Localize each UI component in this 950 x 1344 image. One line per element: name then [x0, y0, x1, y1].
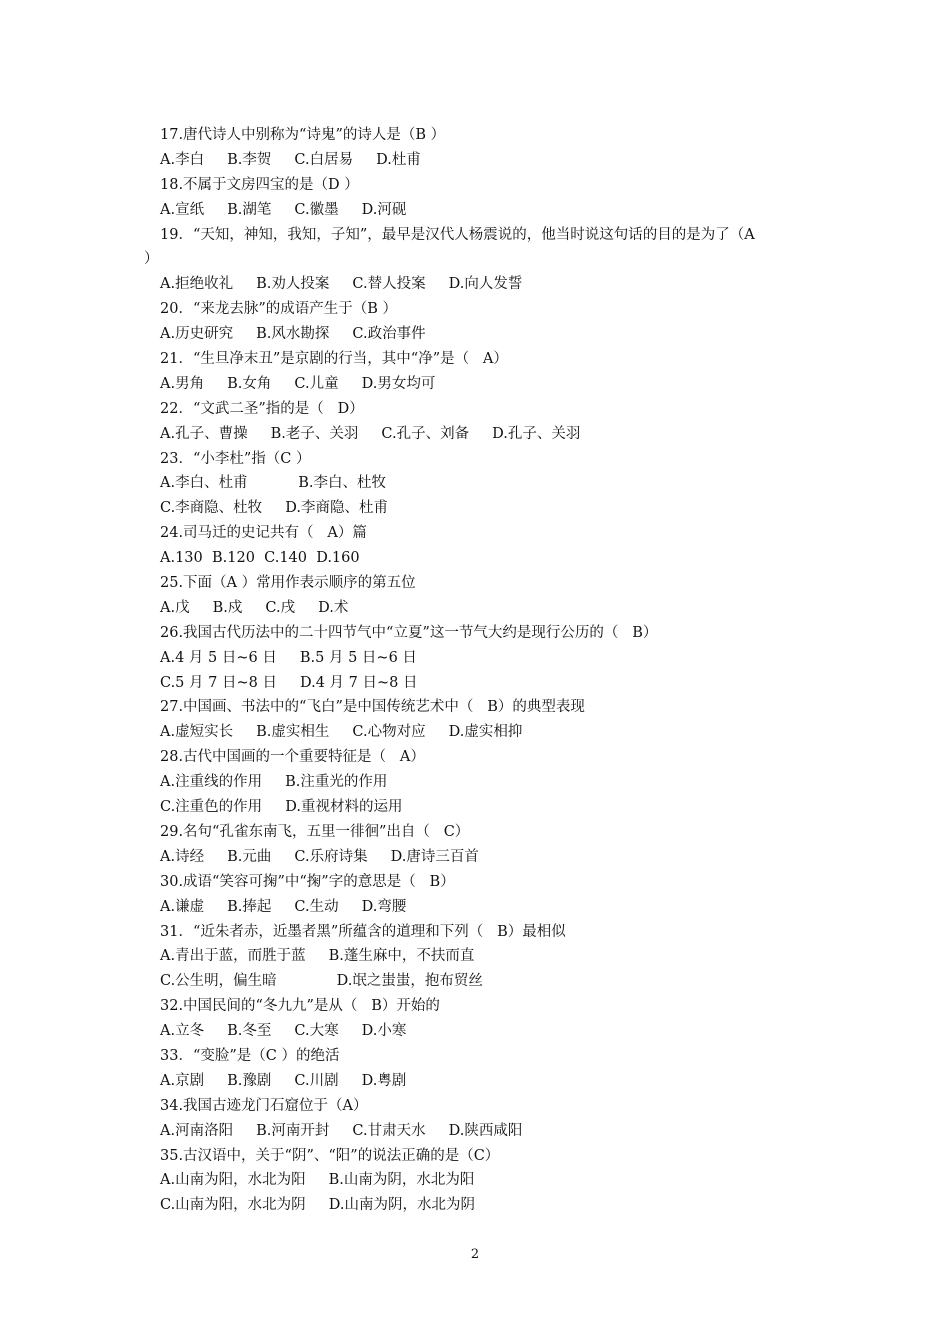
question-29: 29.名句“孔雀东南飞，五里一徘徊”出自（ C） — [160, 823, 470, 840]
options-22: A.孔子、曹操 B.老子、关羽 C.孔子、刘备 D.孔子、关羽 — [160, 425, 581, 442]
question-22: 22．“文武二圣”指的是（ D） — [160, 400, 364, 417]
options-21: A.男角 B.女角 C.儿童 D.男女均可 — [160, 375, 436, 392]
question-list — [144, 123, 810, 1218]
question-21: 21．“生旦净末丑”是京剧的行当，其中“净”是（ A） — [160, 351, 508, 368]
options-17: A.李白 B.李贺 C.白居易 D.杜甫 — [160, 151, 421, 168]
options-23-a-b: A.李白、杜甫 B.李白、杜牧 — [160, 475, 387, 492]
options-35-c-d: C.山南为阳，水北为阴 D.山南为阴，水北为阴 — [160, 1197, 475, 1214]
options-28-a-b: A.注重线的作用 B.注重光的作用 — [160, 774, 388, 791]
options-30: A.谦虚 B.捧起 C.生动 D.弯腰 — [160, 898, 407, 915]
question-32: 32.中国民间的“冬九九”是从（ B）开始的 — [160, 998, 440, 1015]
page-number: 2 — [470, 1247, 480, 1262]
question-18: 18.不属于文房四宝的是（D ） — [160, 176, 359, 193]
question-34: 34.我国古迹龙门石窟位于（A） — [160, 1097, 368, 1114]
options-27: A.虚短实长 B.虚实相生 C.心物对应 D.虚实相抑 — [160, 724, 523, 741]
options-33: A.京剧 B.豫剧 C.川剧 D.粤剧 — [160, 1072, 407, 1089]
question-24: 24.司马迁的史记共有（ A）篇 — [160, 525, 367, 542]
options-19: A.拒绝收礼 B.劝人投案 C.替人投案 D.向人发誓 — [160, 276, 523, 293]
options-25: A.戊 B.戍 C.戌 D.术 — [160, 599, 349, 616]
question-31: 31．“近朱者赤，近墨者黑”所蕴含的道理和下列（ B）最相似 — [160, 923, 566, 940]
question-20: 20．“来龙去脉”的成语产生于（B ） — [160, 301, 398, 318]
question-19: 19．“天知，神知，我知，子知”，最早是汉代人杨震说的，他当时说这句话的目的是为了（A — [160, 226, 755, 243]
options-34: A.河南洛阳 B.河南开封 C.甘肃天水 D.陕西咸阳 — [160, 1122, 523, 1139]
question-25: 25.下面（A ）常用作表示顺序的第五位 — [160, 575, 416, 592]
options-18: A.宣纸 B.湖笔 C.徽墨 D.河砚 — [160, 201, 407, 218]
question-28: 28.古代中国画的一个重要特征是（ A） — [160, 749, 425, 766]
options-23-c-d: C.李商隐、杜牧 D.李商隐、杜甫 — [160, 500, 388, 517]
options-32: A.立冬 B.冬至 C.大寒 D.小寒 — [160, 1023, 407, 1040]
question-33: 33．“变脸”是（C ）的绝活 — [160, 1047, 340, 1064]
question-30: 30.成语“笑容可掬”中“掬”字的意思是（ B） — [160, 873, 455, 890]
question-19-continued: ） — [144, 251, 159, 268]
options-26-c-d: C.5 月 7 日~8 日 D.4 月 7 日~8 日 — [160, 674, 418, 691]
question-17: 17.唐代诗人中别称为“诗鬼”的诗人是（B ） — [160, 127, 446, 143]
options-31-c-d: C.公生明，偏生暗 D.氓之蚩蚩，抱布贸丝 — [160, 973, 483, 990]
question-27: 27.中国画、书法中的“飞白”是中国传统艺术中（ B）的典型表现 — [160, 699, 585, 716]
options-35-a-b: A.山南为阳，水北为阳 B.山南为阴，水北为阳 — [160, 1172, 475, 1189]
question-26: 26.我国古代历法中的二十四节气中“立夏”这一节气大约是现行公历的（ B） — [160, 624, 658, 641]
options-24: A.130 B.120 C.140 D.160 — [160, 550, 360, 567]
options-29: A.诗经 B.元曲 C.乐府诗集 D.唐诗三百首 — [160, 848, 479, 865]
question-35: 35.古汉语中，关于“阴”、“阳”的说法正确的是（C） — [160, 1147, 500, 1164]
question-23: 23．“小李杜”指（C ） — [160, 450, 311, 467]
options-28-c-d: C.注重色的作用 D.重视材料的运用 — [160, 799, 403, 816]
options-31-a-b: A.青出于蓝，而胜于蓝 B.蓬生麻中，不扶而直 — [160, 948, 475, 965]
options-20: A.历史研究 B.风水勘探 C.政治事件 — [160, 326, 426, 343]
options-26-a-b: A.4 月 5 日~6 日 B.5 月 5 日~6 日 — [160, 649, 417, 666]
